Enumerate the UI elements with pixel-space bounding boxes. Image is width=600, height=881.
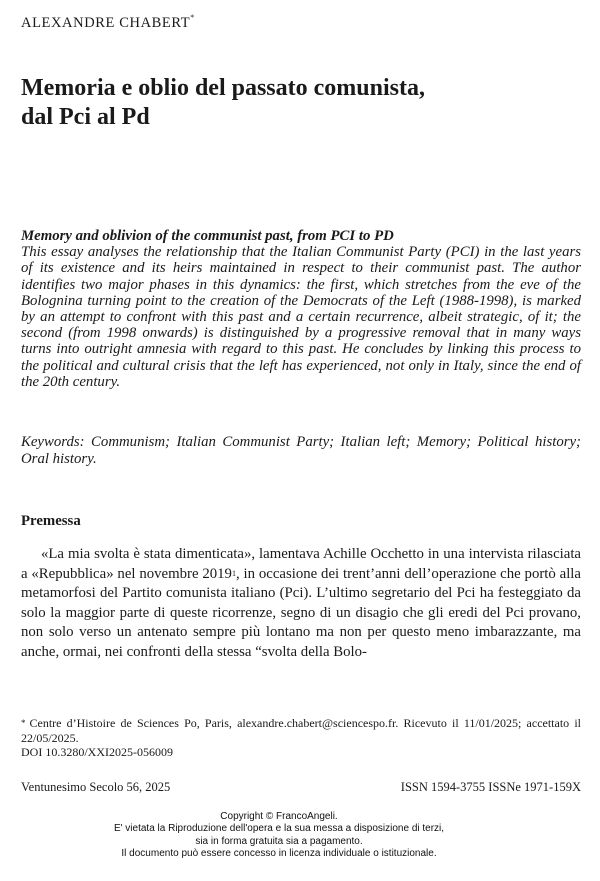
- issn-line: ISSN 1594-3755 ISSNe 1971-159X: [400, 780, 581, 794]
- copyright-line-3: sia in forma gratuita sia a pagamento.: [195, 835, 363, 847]
- keywords: Keywords: Communism; Italian Communist Party; Italian left; Memory; Political history; Oral history.: [21, 434, 581, 467]
- copyright-notice: [0, 811, 579, 861]
- author-footnote: [21, 716, 581, 760]
- footnote-doi: DOI 10.3280/XXI2025-056009: [21, 745, 173, 760]
- title-line-1: Memoria e oblio del passato comunista,: [21, 75, 425, 101]
- journal-citation: Ventunesimo Secolo 56, 2025: [21, 780, 171, 794]
- copyright-line-4: Il documento può essere concesso in licenza individuale o istituzionale.: [121, 848, 437, 860]
- body-text-part-2: , in occasione dei trent’anni dell’operazione che portò alla metamorfosi del Partito comunista italiano (Pci). L’ultimo segretario del Pci ha festeggiato da solo la maggior parte di queste ricorrenze, segno di un disagio che gli eredi del Pci provano, non solo verso un antenato sempre più lontano ma non per questo meno imbarazzante, ma anche, ormai, nei confronti della stessa “svolta della Bolo-: [21, 565, 581, 660]
- article-title: [21, 74, 561, 132]
- author-footnote-mark: *: [190, 13, 195, 22]
- copyright-line-2: E' vietata la Riproduzione dell'opera e la sua messa a disposizione di terzi,: [113, 823, 445, 835]
- author-name: [21, 15, 194, 32]
- footnote-affiliation: Centre d’Histoire de Sciences Po, Paris, alexandre.chabert@sciencespo.fr. Ricevuto il 11/01/2025; accettato il 22/05/2025.: [21, 716, 581, 745]
- author-name-text: ALEXANDRE CHABERT: [21, 15, 191, 31]
- title-line-2: dal Pci al Pd: [21, 104, 150, 130]
- english-abstract: [21, 228, 581, 390]
- footnote-mark: *: [21, 718, 26, 728]
- body-text-part-1: «La mia svolta è stata dimenticata», lamentava Achille Occhetto in una intervista rilasciata a «Repubblica» nel novembre 2019: [21, 546, 581, 582]
- body-paragraph: [21, 545, 581, 663]
- section-heading: Premessa: [21, 513, 81, 529]
- abstract-title: Memory and oblivion of the communist past, from PCI to PD: [21, 228, 394, 244]
- copyright-line-1: Copyright © FrancoAngeli.: [220, 811, 338, 822]
- footnote-ref-1[interactable]: 1: [231, 568, 236, 578]
- abstract-text: This essay analyses the relationship that the Italian Communist Party (PCI) in the last years of its existence and its heirs maintained in respect to their communist past. The author identifies two major phases in this dynamics: the first, which stretches from the eve of the Bolognina turning point to the creation of the Democrats of the Left (1988-1998), is marked by an attempt to confront with this past and a certain recurrence, albeit strategic, of it; the second (from 1998 onwards) is distinguished by a progressive removal that in many ways turns into outright amnesia with regard to this past. He concludes by linking this process to the political and cultural crisis that the left has experienced, not only in Italy, since the end of the 20th century.: [21, 244, 581, 390]
